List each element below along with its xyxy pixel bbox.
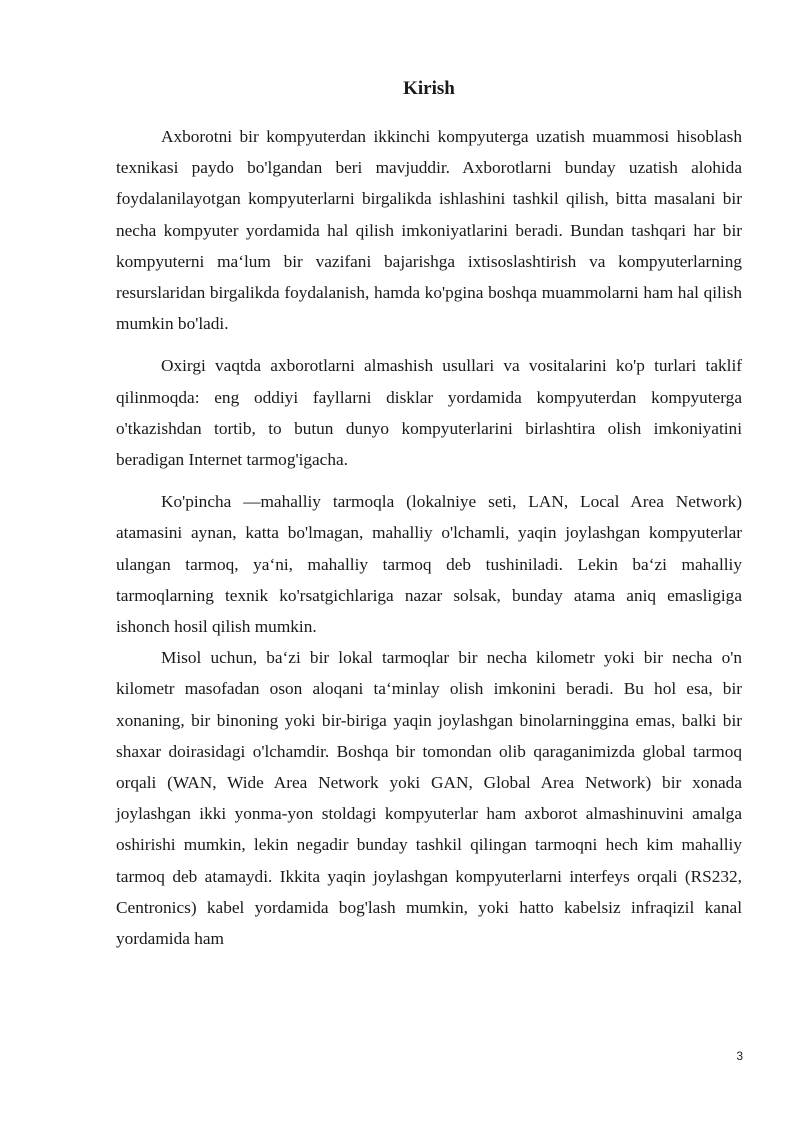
paragraph-4: Misol uchun, ba‘zi bir lokal tarmoqlar bir necha kilometr yoki bir necha o'n kilometr masofadan oson aloqani ta‘minlay olish imkonini beradi. Bu hol esa, bir xonaning, bir binoning yoki bir-biriga yaqin joylashgan binolarninggina emas, balki bir shaxar doirasidagi o'lchamdir. Boshqa bir tomondan olib qaraganimizda global tarmoq orqali (WAN, Wide Area Network yoki GAN, Global Area Network) bir xonada joylashgan ikki yonma-yon stoldagi kompyuterlar ham axborot almashinuvini amalga oshirishi mumkin, lekin negadir bunday tashkil qilingan tarmoqni hech kim mahalliy tarmoq deb atamaydi. Ikkita yaqin joylashgan kompyuterlarni interfeys orqali (RS232, Centronics) kabel yordamida bog'lash mumkin, yoki hatto kabelsiz infraqizil kanal yordamida ham	[116, 648, 742, 949]
document-body	[116, 121, 742, 954]
paragraph-2: Oxirgi vaqtda axborotlarni almashish usullari va vositalarini ko'p turlari taklif qilinmoqda: eng oddiyi fayllarni disklar yordamida kompyuterdan kompyuterga o'tkazishdan tortib, to butun dunyo kompyuterlarini birlashtira olish imkoniyatini beradigan Internet tarmog'igacha.	[116, 356, 742, 470]
page-number: 3	[736, 1049, 743, 1063]
paragraph-3: Ko'pincha —mahalliy tarmoqla (lokalniye seti, LAN, Local Area Network) atamasini aynan, katta bo'lmagan, mahalliy o'lchamli, yaqin joylashgan kompyuterlar ulangan tarmoq, ya‘ni, mahalliy tarmoq deb tushiniladi. Lekin ba‘zi mahalliy tarmoqlarning texnik ko'rsatgichlariga nazar solsak, bunday atama aniq emasligiga ishonch hosil qilish mumkin.	[116, 492, 742, 637]
paragraph-1: Axborotni bir kompyuterdan ikkinchi kompyuterga uzatish muammosi hisoblash texnikasi paydo bo'lgandan beri mavjuddir. Axborotlarni bunday uzatish alohida foydalanilayotgan kompyuterlarni birgalikda ishlashini tashkil qilish, bitta masalani bir necha kompyuter yordamida hal qilish imkoniyatlarini beradi. Bundan tashqari har bir kompyuterni ma‘lum bir vazifani bajarishga ixtisoslashtirish va kompyuterlarning resurslaridan birgalikda foydalanish, hamda ko'pgina boshqa muammolarni ham hal qilish mumkin bo'ladi.	[116, 127, 742, 334]
page-title: Kirish	[403, 78, 455, 99]
